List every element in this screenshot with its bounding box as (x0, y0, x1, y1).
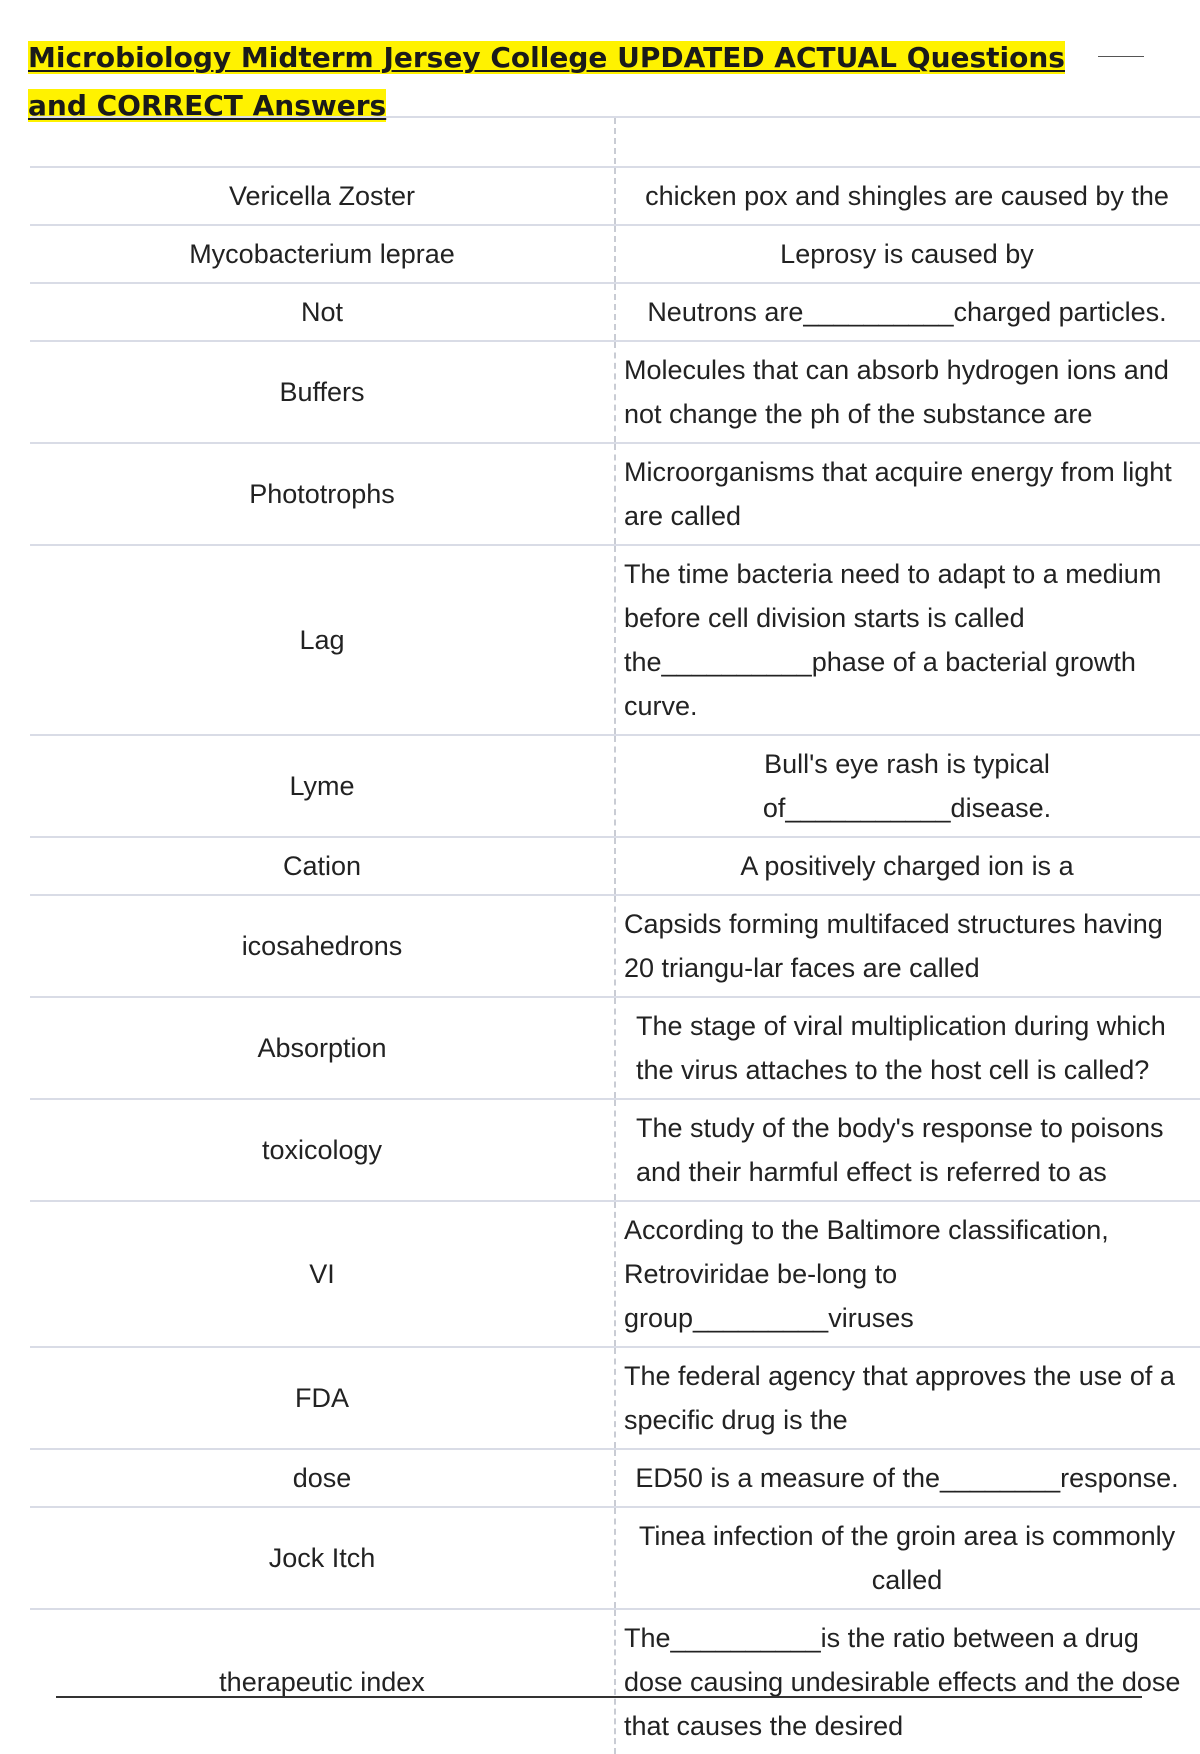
answer-cell: Phototrophs (249, 478, 395, 509)
table-row (30, 1346, 1200, 1448)
table-row (30, 116, 1200, 166)
question-cell: According to the Baltimore classification, Retroviridae be-long to group_________viruses (614, 1202, 1200, 1346)
question-cell: The stage of viral multiplication during which the virus attaches to the host cell is called? (614, 998, 1200, 1098)
answer-cell: Vericella Zoster (228, 180, 416, 211)
answer-cell: Buffers (279, 376, 365, 407)
table-row (30, 836, 1200, 894)
title-text: Microbiology Midterm Jersey College UPDATED ACTUAL Questions and CORRECT Answers (28, 41, 1065, 122)
answer-cell: Mycobacterium leprae (189, 238, 455, 269)
answer-cell: therapeutic index (219, 1666, 425, 1697)
table-row (30, 894, 1200, 996)
table-row (30, 996, 1200, 1098)
answer-cell: Absorption (257, 1032, 387, 1063)
answer-cell: Lag (299, 624, 345, 655)
question-cell: Neutrons are__________charged particles. (614, 284, 1200, 340)
question-cell: The time bacteria need to adapt to a medium before cell division starts is called the__________phase of a bacterial growth curve. (614, 546, 1200, 734)
table-row (30, 1098, 1200, 1200)
answer-cell: toxicology (261, 1134, 383, 1165)
question-cell: A positively charged ion is a (614, 838, 1200, 894)
table-row (30, 282, 1200, 340)
question-cell: Capsids forming multifaced structures having 20 triangu-lar faces are called (614, 896, 1200, 996)
question-cell: Microorganisms that acquire energy from light are called (614, 444, 1200, 544)
question-cell: The federal agency that approves the use of a specific drug is the (614, 1348, 1200, 1448)
question-cell: Bull's eye rash is typical of___________disease. (614, 736, 1200, 836)
question-cell: The study of the body's response to poisons and their harmful effect is referred to as (614, 1100, 1200, 1200)
table-row (30, 166, 1200, 224)
table-row (30, 442, 1200, 544)
table-row (30, 1608, 1200, 1754)
answer-cell: Cation (282, 850, 362, 881)
question-cell: chicken pox and shingles are caused by the (614, 168, 1200, 224)
footer-rule (56, 1696, 1142, 1698)
answer-cell: FDA (295, 1382, 349, 1413)
question-cell: Tinea infection of the groin area is commonly called (614, 1508, 1200, 1608)
table-row (30, 1200, 1200, 1346)
question-cell: ED50 is a measure of the________response. (614, 1450, 1200, 1506)
qa-table (30, 116, 1200, 1754)
question-cell: The__________is the ratio between a drug dose causing undesirable effects and the dose that causes the desired (614, 1610, 1200, 1754)
table-row (30, 1506, 1200, 1608)
table-row (30, 1448, 1200, 1506)
answer-cell: Lyme (289, 770, 355, 801)
question-cell: Leprosy is caused by (614, 226, 1200, 282)
answer-cell: Not (300, 296, 344, 327)
answer-cell: Jock Itch (268, 1542, 376, 1573)
answer-cell: dose (292, 1462, 352, 1493)
answer-cell: icosahedrons (241, 930, 403, 961)
table-row (30, 224, 1200, 282)
table-row (30, 734, 1200, 836)
question-cell: Molecules that can absorb hydrogen ions and not change the ph of the substance are (614, 342, 1200, 442)
answer-cell: VI (309, 1258, 335, 1289)
table-row (30, 340, 1200, 442)
answer-cell (30, 118, 614, 166)
table-row (30, 544, 1200, 734)
title-rule (1098, 56, 1144, 57)
